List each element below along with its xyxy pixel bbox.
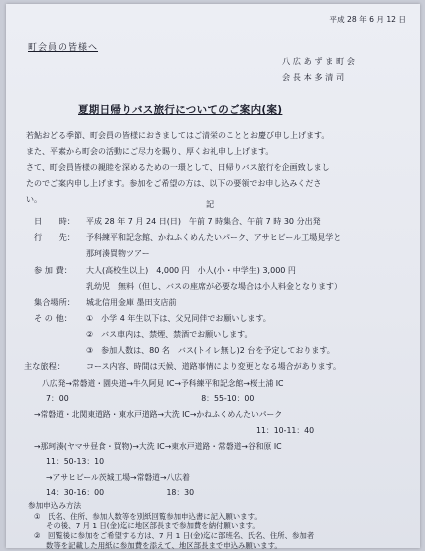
apply-item: ① 氏名、住所、参加人数等を別紙回覧参加申込書に記入願います。 bbox=[34, 512, 262, 521]
meeting-place-label: 集合場所： bbox=[34, 297, 75, 307]
ki-heading: 記 bbox=[206, 199, 215, 209]
document-page bbox=[6, 4, 420, 548]
signature: 会 長 本 多 清 司 bbox=[282, 72, 345, 82]
other-item: ② バス車内は、禁煙、禁酒でお願いします。 bbox=[86, 330, 253, 339]
intro-line: い。 bbox=[26, 195, 42, 204]
date-label: 日 時： bbox=[34, 216, 75, 226]
other-item: ① 小学 4 年生以下は、父兄同伴でお願いします。 bbox=[86, 314, 271, 323]
apply-item: ② 回覧後に参加をご希望する方は、7 月 1 日(金)迄に部班名、氏名、住所、参加者 bbox=[34, 531, 315, 540]
organization-name: 八 広 あ ず ま 町 会 bbox=[282, 56, 355, 66]
fee-label: 参 加 費： bbox=[34, 265, 72, 275]
fee-value-2: 乳幼児 無料（但し、バスの座席が必要な場合は小人料金となります） bbox=[86, 282, 342, 291]
intro-line: 若鮎おどる季節、町会員の皆様におきましてはご清栄のこととお慶び申し上げます。 bbox=[26, 131, 330, 140]
apply-item: 数等を記載した用紙に参加費を添えて、地区部長まで申込み願います。 bbox=[46, 541, 282, 550]
other-label: そ の 他： bbox=[34, 313, 72, 323]
apply-heading: 参加申込み方法 bbox=[28, 501, 82, 510]
itinerary-label: 主な旅程： bbox=[24, 361, 65, 371]
itinerary-note: コース内容、時間は天候、道路事情により変更となる場合があります。 bbox=[86, 362, 341, 371]
destination-label: 行 先： bbox=[34, 232, 75, 242]
document-title: 夏期日帰りバス旅行についてのご案内(案) bbox=[78, 104, 283, 116]
itinerary-line: →アサヒビール茨城工場→常磐道→八広着 bbox=[46, 473, 190, 482]
meeting-place-value: 城北信用金庫 墨田支店前 bbox=[86, 298, 177, 307]
itinerary-line: 八広発→常磐道・園央道→牛久阿見 IC→予科練平和記念館→桜土浦 IC bbox=[42, 379, 284, 388]
itinerary-line: 11：50-13：10 bbox=[46, 457, 105, 466]
other-item: ③ 参加人数は、80 名 バス(トイレ無し)2 台を予定しております。 bbox=[86, 346, 335, 355]
intro-line: さて、町会員皆様の親睦を深めるための一環として、日帰りバス旅行を企画致しまし bbox=[26, 163, 330, 172]
itinerary-line: →那珂湊(ヤマサ昼食・買物)→大洗 IC→東水戸道路・常磐道→谷和原 IC bbox=[34, 442, 282, 451]
apply-item: その後、7 月 1 日(金)迄に地区部長まで参加費を納付願います。 bbox=[46, 521, 260, 530]
itinerary-line: 11：10-11：40 bbox=[256, 426, 315, 435]
destination-value: 予科練平和記念館、かねふくめんたいパーク、アサヒビール工場見学と bbox=[86, 233, 342, 242]
fee-value: 大人(高校生以上) 4,000 円 小人(小・中学生) 3,000 円 bbox=[86, 266, 296, 275]
itinerary-line: 7：00 8：55-10：00 bbox=[46, 394, 255, 403]
intro-line: また、平素から町会の活動にご尽力を賜り、厚くお礼申し上げます。 bbox=[26, 147, 274, 156]
addressee: 町会員の皆様へ bbox=[28, 43, 99, 53]
date-value: 平成 28 年 7 月 24 日(日) 午前 7 時集合、午前 7 時 30 分出発 bbox=[86, 217, 321, 226]
intro-line: たのでご案内申し上げます。参加をご希望の方は、以下の要領でお申し込みくださ bbox=[26, 179, 322, 188]
itinerary-line: →常磐道・北関東道路・東水戸道路→大洗 IC→かねふくめんたいパーク bbox=[34, 410, 283, 419]
destination-value-2: 那珂湊買物ツアー bbox=[86, 249, 150, 258]
itinerary-line: 14：30-16：00 18：30 bbox=[46, 488, 195, 497]
document-date: 平成 28 年 6 月 12 日 bbox=[329, 15, 406, 24]
